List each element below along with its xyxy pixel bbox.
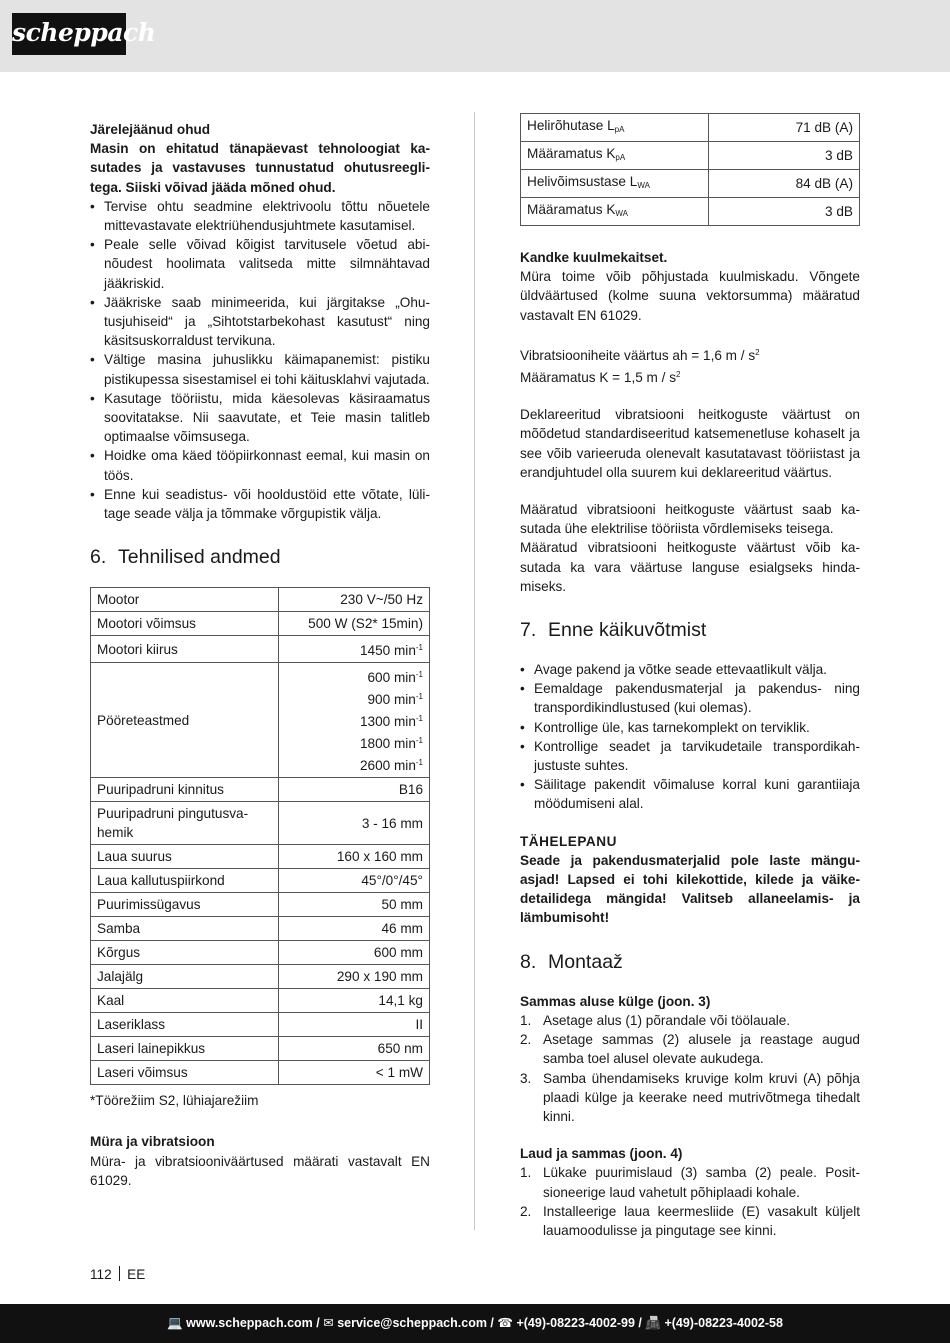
table-row [521, 142, 860, 170]
assembly-step-title: Sammas aluse külge (joon. 3) [520, 993, 711, 1009]
section-title-before-start [520, 618, 860, 642]
spec-key: Mootori võimsus [91, 612, 279, 636]
declared-vibration-paragraph: Määratud vibratsiooni heitkoguste väärtust võib kasutada ka vara väärtuse languse esialgseks hindamiseks. [520, 540, 860, 594]
list-item: • Avage pakend ja võtke seade ettevaatlikult välja. [520, 660, 860, 679]
table-row [91, 941, 430, 965]
right-column [520, 113, 860, 1240]
table-row [91, 1037, 430, 1061]
spec-value: 290 x 190 mm [279, 965, 430, 989]
list-item: • Enne kui seadistus- või hooldustöid ette võtate, lülitage seade välja ja tõmmake võrgupistik välja. [90, 485, 430, 523]
hearing-protection-text: Müra toime võib põhjustada kuulmiskadu. Võngete üldväärtused (kolme suuna vektorsumma) määratud vastavalt EN 61029. [520, 269, 860, 323]
spec-value: B16 [279, 778, 430, 802]
spec-value: 650 nm [279, 1037, 430, 1061]
spec-key: Laseri võimsus [91, 1061, 279, 1085]
spec-key: Laseri lainepikkus [91, 1037, 279, 1061]
noise-key: Määramatus $K_{pA}$ [521, 142, 709, 170]
noise-table [520, 113, 860, 226]
residual-risks-title: Järelejäänud ohud [90, 122, 211, 137]
exponent: -1 [415, 643, 423, 653]
table-row [91, 845, 430, 869]
spec-key: Samba [91, 917, 279, 941]
list-item: • Vältige masina juhuslikku käimapanemist: pistiku pistikupessa sisestamisel ei tohi käitusklahvi vajutada. [90, 350, 430, 388]
speed-step: 2600 $\min^{-1}$ [359, 758, 423, 774]
section-number: 7. [520, 619, 537, 642]
footer-mail[interactable]: service@scheppach.com / [337, 1316, 494, 1330]
spec-table [90, 587, 430, 1085]
residual-risks-list [90, 197, 430, 523]
table-row [91, 1061, 430, 1085]
spec-value: 45°/0°/45° [279, 869, 430, 893]
section-number: 8. [520, 950, 537, 973]
spec-value: 230 V~/50 Hz [279, 588, 430, 612]
mail-icon: ✉ [323, 1316, 334, 1330]
page-number: 112 EE [90, 1267, 146, 1282]
attention-title: TÄHELEPANU [520, 833, 617, 849]
hearing-protection-title: Kandke kuulmekaitset. [520, 250, 668, 265]
noise-value: 3 dB [709, 142, 860, 170]
spec-value [279, 663, 430, 778]
footer-contact-bar [0, 1304, 950, 1343]
spec-key: Puuripadruni pingutusvahemik [91, 802, 279, 845]
attention-text: Seade ja pakendusmaterjalid pole laste mänguasjad! Lapsed ei tohi kilekottide, kilede ja väikedetailidega mängida! Valitseb allaneelamis- ja lämbumisoht! [520, 852, 860, 926]
residual-risks-intro: Masin on ehitatud tänapäevast tehnoloogiat kasutades ja vastavuses tunnustatud ohutusreeglitega. Siiski võivad jääda mõned ohud. [90, 141, 430, 195]
spec-key: Mootori kiirus [91, 636, 279, 663]
spec-key: Laua kallutuspiirkond [91, 869, 279, 893]
table-row [91, 778, 430, 802]
section-title-text: Enne käikuvõtmist [548, 619, 707, 642]
list-item: • Hoidke oma käed tööpiirkonnast eemal, kui masin on töös. [90, 446, 430, 484]
list-item: • Jääkriske saab minimeerida, kui järgitakse „Ohutusjuhiseid“ ja „Sihtotstarbekohast kasutust“ ning käsitsuskorraldust tervikuna. [90, 293, 430, 351]
speed-step: 1800 $\min^{-1}$ [359, 736, 423, 752]
table-row [91, 802, 430, 845]
speed-step: 1300 $\min^{-1}$ [359, 714, 423, 730]
table-row [91, 588, 430, 612]
spec-key: Jalajälg [91, 965, 279, 989]
spec-key: Pööreteastmed [91, 663, 279, 778]
vibration-emission-value: Vibratsiooniheite väärtus ah = 1,6 m / $s^2$ [520, 347, 760, 363]
section-title-text: Montaaž [548, 950, 623, 973]
noise-vibration-title: Müra ja vibratsioon [90, 1134, 215, 1150]
list-item: 2. Asetage sammas (2) alusele ja reastage augud samba toel alusel olevate aukudega. [520, 1032, 860, 1067]
list-item: • Kontrollige üle, kas tarnekomplekt on terviklik. [520, 718, 860, 737]
list-item: • Kontrollige seadet ja tarvikudetaile transpordikahjustuste suhtes. [520, 737, 860, 775]
footer-fax: +(49)-08223-4002-58 [664, 1316, 783, 1330]
list-item: 3. Samba ühendamiseks kruvige kolm kruvi (A) põhja plaadi külge ja keerake need mutrivõtmega tihedalt kinni. [520, 1070, 860, 1124]
list-item: • Kasutage tööriistu, mida käesolevas käsiraamatus soovitatakse. Nii saavutate, et Teie masin talitleb optimaalse võimsusega. [90, 389, 430, 447]
list-item: • Säilitage pakendit võimaluse korral kuni garantiiaja möödumiseni alal. [520, 775, 860, 813]
table-row [521, 170, 860, 198]
table-row [91, 869, 430, 893]
spec-key: Puuripadruni kinnitus [91, 778, 279, 802]
spec-value: 1450 $\min^{-1}$ [279, 636, 430, 663]
table-row [91, 612, 430, 636]
noise-key: Helivõimsustase $L_{WA}$ [521, 170, 709, 198]
spec-value: 14,1 kg [279, 989, 430, 1013]
declared-vibration-paragraph: Deklareeritud vibratsiooni heitkoguste väärtust on mõõdetud standardiseeritud katsemenetluse kohaselt ja see võib varieeruda olenevalt kasutatavast tööriistast ja erandjuhtudel olla suurem kui deklareeritud väärtus. [520, 407, 860, 480]
brand-logo: scheppach [12, 13, 126, 55]
section-title-technical-data [90, 545, 430, 569]
assembly-steps [520, 1163, 860, 1240]
table-row [91, 1013, 430, 1037]
spec-key: Kaal [91, 989, 279, 1013]
fax-icon: 📠 [645, 1316, 661, 1330]
list-item: 1. Asetage alus (1) põrandale või töölauale. [520, 1012, 791, 1028]
table-row [521, 114, 860, 142]
assembly-steps [520, 1011, 860, 1126]
spec-value: II [279, 1013, 430, 1037]
noise-key: Helirõhutase $L_{pA}$ [521, 114, 709, 142]
assembly-step-title: Laud ja sammas (joon. 4) [520, 1146, 683, 1162]
computer-icon: 💻 [167, 1316, 183, 1330]
table-row [91, 989, 430, 1013]
table-row [91, 917, 430, 941]
list-item: • Eemaldage pakendusmaterjal ja pakendus- ning transpordikindlustused (kui olemas). [520, 679, 860, 717]
footer-phone: +(49)-08223-4002-99 / [516, 1316, 642, 1330]
spec-value: 50 mm [279, 893, 430, 917]
spec-key: Mootor [91, 588, 279, 612]
noise-value: 3 dB [709, 198, 860, 226]
section-title-assembly [520, 950, 860, 974]
spec-value: 600 mm [279, 941, 430, 965]
list-item: • Peale selle võivad kõigist tarvitusele võetud abinõudest hoolimata valitseda mitte silmnähtavad jääkriskid. [90, 235, 430, 293]
table-row [91, 636, 430, 663]
list-item: 2. Installeerige laua keermesliide (E) vasakult küljelt lauamoodulisse ja pingutage see kinni. [520, 1203, 860, 1238]
spec-value: 500 W (S2* 15min) [279, 612, 430, 636]
spec-key: Laseriklass [91, 1013, 279, 1037]
noise-key: Määramatus $K_{WA}$ [521, 198, 709, 226]
footer-web[interactable]: www.scheppach.com / [186, 1316, 320, 1330]
spec-value: 160 x 160 mm [279, 845, 430, 869]
section-number: 6. [90, 546, 107, 569]
table-row [91, 893, 430, 917]
spec-key: Laua suurus [91, 845, 279, 869]
noise-value: 84 dB (A) [709, 170, 860, 198]
operating-mode-footnote: *Töörežiim S2, lühiajarežiim [90, 1093, 259, 1109]
spec-value: 3 - 16 mm [279, 802, 430, 845]
table-row [91, 663, 430, 778]
before-start-list [520, 660, 860, 814]
section-title-text: Tehnilised andmed [118, 546, 281, 569]
column-divider [474, 112, 475, 1230]
phone-icon: ☎ [497, 1316, 513, 1330]
declared-vibration-paragraph: Määratud vibratsiooni heitkoguste väärtust saab kasutada ühe elektrilise tööriista võrdlemiseks teisega. [520, 502, 860, 537]
noise-value: 71 dB (A) [709, 114, 860, 142]
speed-step: 900 $\min^{-1}$ [367, 692, 423, 708]
list-item: • Tervise ohtu seadmine elektrivoolu tõttu nõuetele mittevastavate elektriühendusjuhtmete kasutamisel. [90, 197, 430, 235]
spec-value: 46 mm [279, 917, 430, 941]
left-column [90, 120, 430, 1190]
table-row [91, 965, 430, 989]
list-item: 1. Lükake puurimislaud (3) samba (2) peale. Positsioneerige laud vahetult põhiplaadi kohale. [520, 1165, 860, 1200]
spec-value: < 1 mW [279, 1061, 430, 1085]
spec-key: Puurimissügavus [91, 893, 279, 917]
vibration-uncertainty: Määramatus K = 1,5 m / $s^2$ [520, 370, 681, 386]
noise-vibration-text: Müra- ja vibratsiooniväärtused määrati vastavalt EN 61029. [90, 1153, 430, 1188]
speed-step: 600 $\min^{-1}$ [367, 670, 423, 686]
spec-key: Kõrgus [91, 941, 279, 965]
table-row [521, 198, 860, 226]
